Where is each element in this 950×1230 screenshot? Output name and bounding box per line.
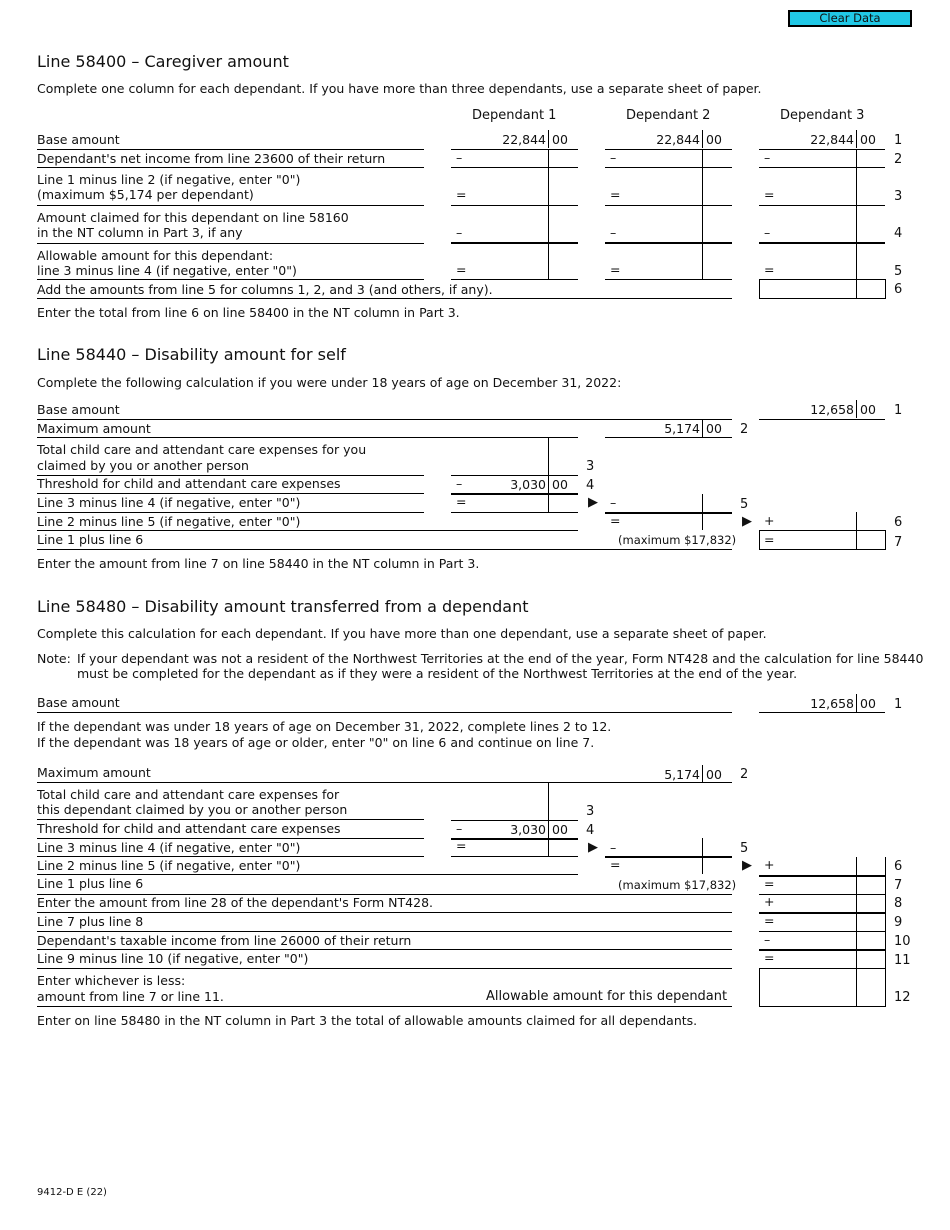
line-number: 7: [894, 878, 903, 893]
s3-line3-input[interactable]: [451, 783, 578, 819]
divider: [37, 912, 732, 913]
divider: [605, 437, 732, 438]
s2-row5-label: Line 3 minus line 4 (if negative, enter "0"): [37, 495, 301, 510]
cents-divider: [856, 694, 857, 712]
minus-sign: –: [764, 150, 771, 165]
s1-row5-label-b: line 3 minus line 4 (if negative, enter "0"): [37, 263, 297, 278]
equals-sign: =: [610, 262, 621, 277]
divider: [759, 712, 885, 713]
cents-divider: [548, 150, 549, 167]
s3-condition-18-or-older: If the dependant was 18 years of age or older, enter "0" on line 6 and continue on line 7.: [37, 735, 595, 750]
s2-line7-total-input[interactable]: [759, 530, 886, 550]
cents-divider: [702, 765, 703, 782]
s2-line6-input[interactable]: [605, 514, 732, 530]
divider: [37, 419, 732, 420]
disability-transfer-title: Line 58480 – Disability amount transferred from a dependant: [37, 597, 529, 616]
s3-line11-input[interactable]: [759, 951, 885, 968]
s3-row3-label-a: Total child care and attendant care expenses for: [37, 787, 340, 802]
arrow-right-icon: ▶: [742, 858, 752, 873]
s3-row3-label-b: this dependant claimed by you or another person: [37, 802, 348, 817]
dep1-line5-input[interactable]: [451, 244, 578, 279]
cents-divider: [548, 168, 549, 205]
divider: [37, 949, 732, 950]
divider: [605, 279, 732, 280]
line-number: 6: [894, 859, 903, 874]
line-number: 1: [894, 697, 903, 712]
dep3-line4-input[interactable]: [759, 206, 885, 242]
s2-row3-label-b: claimed by you or another person: [37, 458, 249, 473]
divider: [451, 279, 578, 280]
equals-sign: =: [764, 913, 775, 928]
form-id: 9412-D E (22): [37, 1187, 107, 1198]
equals-sign: =: [764, 876, 775, 891]
equals-sign: =: [764, 950, 775, 965]
divider: [37, 167, 424, 168]
line-number: 2: [740, 422, 749, 437]
line-number: 4: [894, 226, 903, 241]
divider: [37, 819, 424, 820]
s3-base-dollars: 12,658: [810, 696, 854, 711]
divider: [37, 894, 732, 895]
s3-row8-label: Enter the amount from line 28 of the dependant's Form NT428.: [37, 895, 433, 910]
divider: [451, 820, 578, 821]
s2-row1-label: Base amount: [37, 402, 120, 417]
s1-row2-label: Dependant's net income from line 23600 of their return: [37, 151, 386, 166]
arrow-right-icon: ▶: [588, 495, 598, 510]
dep1-base-dollars: 22,844: [502, 132, 546, 147]
line-number: 6: [894, 515, 903, 530]
equals-sign: =: [456, 494, 467, 509]
dep2-line5-input[interactable]: [605, 244, 732, 279]
line-number: 4: [586, 478, 595, 493]
line-number: 12: [894, 990, 911, 1005]
s3-line7-input[interactable]: [759, 876, 885, 894]
cents-divider: [548, 244, 549, 279]
s2-maximum-note: (maximum $17,832): [618, 533, 737, 547]
minus-sign: –: [610, 840, 617, 855]
cents-divider: [856, 400, 857, 418]
s1-row3-label-b: (maximum $5,174 per dependant): [37, 187, 254, 202]
cents-divider: [702, 206, 703, 243]
s3-threshold-dollars: 3,030: [510, 822, 546, 837]
plus-sign: +: [764, 513, 775, 528]
minus-sign: –: [610, 495, 617, 510]
s3-row10-label: Dependant's taxable income from line 26000 of their return: [37, 933, 412, 948]
line-number: 1: [894, 133, 903, 148]
divider: [37, 931, 732, 932]
equals-sign: =: [610, 187, 621, 202]
cents-divider: [702, 420, 703, 437]
line-number: 5: [740, 497, 749, 512]
cents-divider: [856, 206, 857, 243]
divider: [37, 149, 424, 150]
note-line-2: must be completed for the dependant as if they were a resident of the Northwest Territories at the end of the year.: [77, 666, 798, 681]
line-number: 5: [740, 841, 749, 856]
disability-self-footer: Enter the amount from line 7 on line 58440 in the NT column in Part 3.: [37, 556, 480, 571]
s2-row3-label-a: Total child care and attendant care expenses for you: [37, 442, 367, 457]
line-number: 5: [894, 264, 903, 279]
line-number: 3: [894, 189, 903, 204]
divider: [37, 205, 424, 206]
dep2-net-income-input[interactable]: [605, 150, 732, 167]
equals-sign: =: [764, 187, 775, 202]
divider: [37, 549, 732, 550]
line-number: 11: [894, 953, 911, 968]
divider: [37, 1006, 732, 1007]
s1-row6-label: Add the amounts from line 5 for columns 1, 2, and 3 (and others, if any).: [37, 282, 493, 297]
s3-line8-input[interactable]: [759, 895, 885, 912]
plus-sign: +: [764, 857, 775, 872]
s3-row12-label-b: amount from line 7 or line 11.: [37, 989, 224, 1004]
divider: [759, 419, 885, 420]
equals-sign: =: [764, 262, 775, 277]
dep3-net-income-input[interactable]: [759, 150, 885, 167]
divider: [37, 838, 424, 839]
s2-row6-label: Line 2 minus line 5 (if negative, enter "0"): [37, 514, 301, 529]
cents-divider: [856, 244, 857, 279]
equals-sign: =: [764, 532, 775, 547]
col-header-dependant-2: Dependant 2: [626, 108, 711, 123]
disability-transfer-footer: Enter on line 58480 in the NT column in Part 3 the total of allowable amounts claimed for all dependants.: [37, 1013, 698, 1028]
cents-divider: [548, 782, 549, 820]
s3-line5-carry-input[interactable]: [605, 838, 732, 856]
s1-line6-total-input[interactable]: [759, 279, 886, 299]
s3-line6-carry-input[interactable]: [759, 857, 885, 875]
s3-line12-allowable-input[interactable]: [759, 968, 886, 1007]
dep2-base-cents: 00: [706, 132, 722, 147]
s2-row2-label: Maximum amount: [37, 421, 151, 436]
line-number: 3: [586, 804, 595, 819]
dep3-base-cents: 00: [860, 132, 876, 147]
s3-row2-label: Maximum amount: [37, 765, 151, 780]
line-number: 2: [740, 767, 749, 782]
s1-row4-label-b: in the NT column in Part 3, if any: [37, 225, 243, 240]
divider: [37, 874, 578, 875]
col-header-dependant-1: Dependant 1: [472, 108, 557, 123]
dep2-base-dollars: 22,844: [656, 132, 700, 147]
equals-sign: =: [456, 838, 467, 853]
cents-divider: [856, 531, 857, 549]
line-number: 10: [894, 934, 911, 949]
caregiver-footer: Enter the total from line 6 on line 58400 in the NT column in Part 3.: [37, 305, 460, 320]
cents-divider: [856, 168, 857, 205]
divider: [37, 493, 424, 494]
cents-divider: [702, 168, 703, 205]
cents-divider: [548, 206, 549, 243]
s1-row1-label: Base amount: [37, 132, 120, 147]
cents-divider: [702, 494, 703, 512]
divider: [37, 512, 424, 513]
s3-row11-label: Line 9 minus line 10 (if negative, enter "0"): [37, 951, 309, 966]
divider: [37, 856, 424, 857]
minus-sign: –: [764, 932, 771, 947]
s2-line3-input[interactable]: [451, 438, 578, 474]
s3-row1-label: Base amount: [37, 695, 120, 710]
s3-maximum-note: (maximum $17,832): [618, 878, 737, 892]
dep1-line3-input[interactable]: [451, 168, 578, 205]
cents-divider: [548, 437, 549, 475]
divider: [451, 856, 578, 857]
cents-divider: [702, 150, 703, 167]
line-number: 6: [894, 282, 903, 297]
s2-base-dollars: 12,658: [810, 402, 854, 417]
equals-sign: =: [610, 857, 621, 872]
s3-line6-input[interactable]: [605, 858, 732, 874]
s1-row3-label-a: Line 1 minus line 2 (if negative, enter "0"): [37, 172, 301, 187]
s2-row7-label: Line 1 plus line 6: [37, 532, 144, 547]
dep1-line4-input[interactable]: [451, 206, 578, 242]
minus-sign: –: [456, 150, 463, 165]
dep2-line3-input[interactable]: [605, 168, 732, 205]
cents-divider: [702, 858, 703, 874]
s3-condition-under-18: If the dependant was under 18 years of age on December 31, 2022, complete lines 2 to 12.: [37, 719, 612, 734]
disability-self-title: Line 58440 – Disability amount for self: [37, 345, 346, 364]
s2-line5-input[interactable]: [451, 495, 578, 512]
caregiver-section-title: Line 58400 – Caregiver amount: [37, 52, 289, 71]
s3-base-cents: 00: [860, 696, 876, 711]
s2-line6-carry-input[interactable]: [759, 512, 885, 530]
divider: [605, 782, 732, 783]
col-header-dependant-3: Dependant 3: [780, 108, 865, 123]
s2-line5-carry-input[interactable]: [605, 494, 732, 512]
s2-threshold-dollars: 3,030: [510, 477, 546, 492]
equals-sign: =: [456, 262, 467, 277]
equals-sign: =: [610, 513, 621, 528]
divider: [451, 512, 578, 513]
minus-sign: –: [456, 821, 463, 836]
s3-line10-input[interactable]: [759, 932, 885, 949]
s1-row5-label-a: Allowable amount for this dependant:: [37, 248, 274, 263]
s2-threshold-cents: 00: [552, 477, 568, 492]
minus-sign: –: [610, 150, 617, 165]
cents-divider: [856, 130, 857, 148]
divider: [37, 712, 732, 713]
cents-divider: [548, 130, 549, 148]
divider: [37, 298, 732, 299]
s3-row4-label: Threshold for child and attendant care expenses: [37, 821, 341, 836]
s2-base-cents: 00: [860, 402, 876, 417]
line-number: 8: [894, 896, 903, 911]
s2-max-dollars: 5,174: [664, 421, 700, 436]
equals-sign: =: [456, 187, 467, 202]
line-number: 1: [894, 403, 903, 418]
disability-self-intro: Complete the following calculation if you were under 18 years of age on December 31, 2022:: [37, 375, 622, 390]
dep3-line5-input[interactable]: [759, 244, 885, 279]
divider: [37, 968, 732, 969]
s2-max-cents: 00: [706, 421, 722, 436]
s3-row12-label-a: Enter whichever is less:: [37, 973, 186, 988]
divider: [37, 475, 424, 476]
line-number: 3: [586, 459, 595, 474]
minus-sign: –: [456, 476, 463, 491]
line-number: 7: [894, 535, 903, 550]
cents-divider: [702, 838, 703, 856]
arrow-right-icon: ▶: [742, 514, 752, 529]
divider: [37, 279, 424, 280]
cents-divider: [856, 512, 857, 530]
column-edge: [885, 857, 886, 969]
cents-divider: [702, 514, 703, 530]
minus-sign: –: [764, 225, 771, 240]
dep3-base-dollars: 22,844: [810, 132, 854, 147]
minus-sign: –: [610, 225, 617, 240]
s1-row4-label-a: Amount claimed for this dependant on line 58160: [37, 210, 349, 225]
cents-divider: [702, 130, 703, 148]
note-line-1: If your dependant was not a resident of the Northwest Territories at the end of the year, Form NT428 and the calculation for line 58440: [77, 651, 924, 666]
s3-row6-label: Line 2 minus line 5 (if negative, enter "0"): [37, 858, 301, 873]
line-number: 4: [586, 823, 595, 838]
s3-row9-label: Line 7 plus line 8: [37, 914, 144, 929]
dep1-net-income-input[interactable]: [451, 150, 578, 167]
s3-line9-input[interactable]: [759, 914, 885, 931]
cents-divider: [856, 280, 857, 298]
s3-row7-label: Line 1 plus line 6: [37, 876, 144, 891]
line-number: 9: [894, 915, 903, 930]
arrow-right-icon: ▶: [588, 840, 598, 855]
s2-row4-label: Threshold for child and attendant care expenses: [37, 476, 341, 491]
clear-data-button[interactable]: Clear Data: [788, 10, 912, 27]
dep3-line3-input[interactable]: [759, 168, 885, 205]
s3-row5-label: Line 3 minus line 4 (if negative, enter "0"): [37, 840, 301, 855]
caregiver-intro: Complete one column for each dependant. If you have more than three dependants, use a separate sheet of paper.: [37, 81, 762, 96]
s3-max-dollars: 5,174: [664, 767, 700, 782]
divider: [451, 475, 578, 476]
line-number: 2: [894, 152, 903, 167]
minus-sign: –: [456, 225, 463, 240]
s3-allowable-amount-label: Allowable amount for this dependant: [486, 989, 728, 1004]
dep1-base-cents: 00: [552, 132, 568, 147]
s3-line5-input[interactable]: [451, 840, 578, 856]
divider: [37, 530, 578, 531]
divider: [37, 243, 424, 244]
plus-sign: +: [764, 894, 775, 909]
cents-divider: [702, 244, 703, 279]
dep2-line4-input[interactable]: [605, 206, 732, 242]
s3-max-cents: 00: [706, 767, 722, 782]
cents-divider: [856, 150, 857, 167]
cents-divider: [856, 969, 857, 1006]
s3-threshold-cents: 00: [552, 822, 568, 837]
note-label: Note:: [37, 651, 71, 666]
disability-transfer-intro: Complete this calculation for each dependant. If you have more than one dependant, use a separate sheet of paper.: [37, 626, 767, 641]
